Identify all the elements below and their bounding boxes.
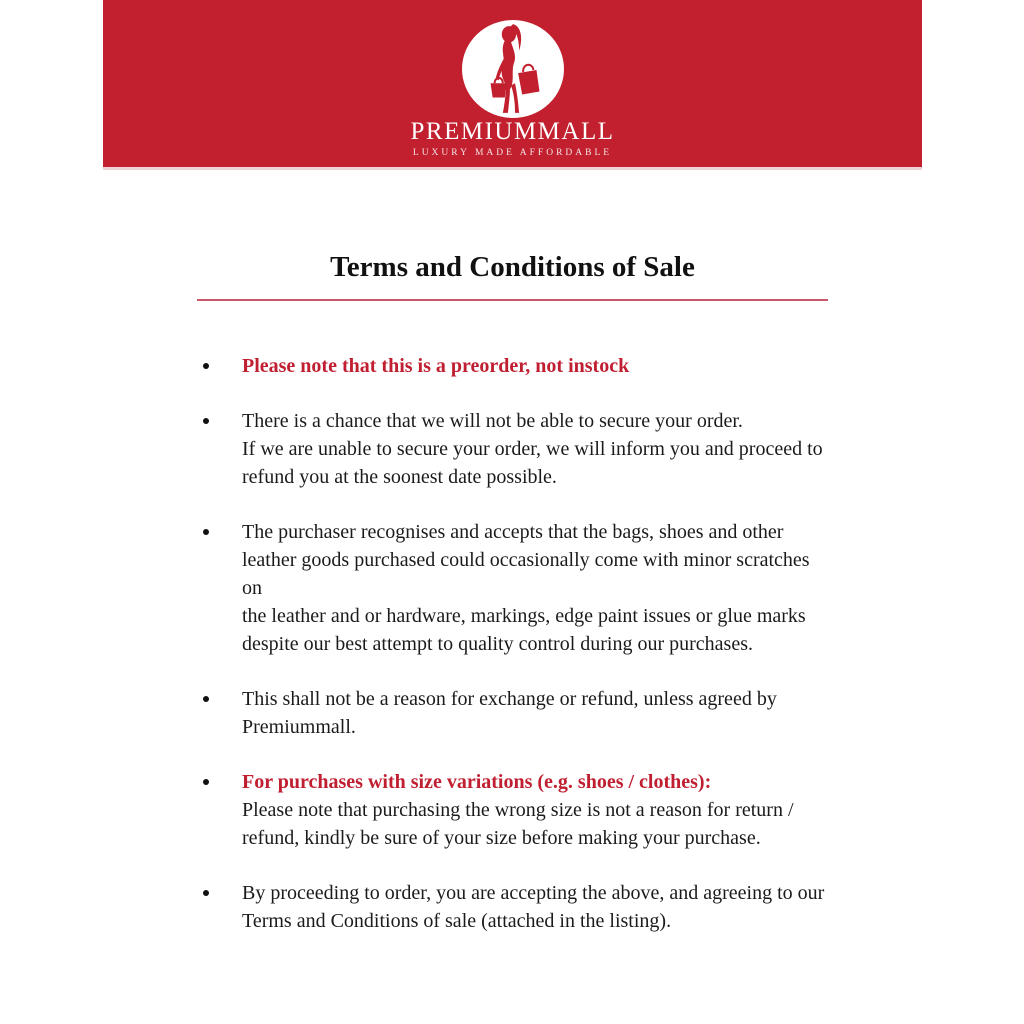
list-item-line: refund you at the soonest date possible. bbox=[242, 465, 557, 488]
list-item-text bbox=[242, 407, 823, 491]
list-item-line: despite our best attempt to quality control during our purchases. bbox=[242, 632, 753, 655]
list-item-line: There is a chance that we will not be able to secure your order. bbox=[242, 409, 743, 432]
list-item bbox=[197, 352, 828, 380]
title-divider bbox=[197, 299, 828, 301]
list-item-line: If we are unable to secure your order, we will inform you and proceed to bbox=[242, 437, 823, 460]
list-item-text bbox=[242, 768, 794, 852]
header-banner bbox=[103, 0, 922, 170]
list-item-text bbox=[242, 352, 629, 380]
list-item bbox=[197, 768, 828, 852]
list-item bbox=[197, 518, 828, 658]
bullet-marker bbox=[203, 418, 209, 424]
bullet-marker bbox=[203, 529, 209, 535]
list-item-text bbox=[242, 879, 824, 935]
list-item-text bbox=[242, 685, 777, 741]
list-item-line: the leather and or hardware, markings, edge paint issues or glue marks bbox=[242, 604, 806, 627]
list-item-line: Terms and Conditions of sale (attached in the listing). bbox=[242, 909, 672, 932]
list-item-line: refund, kindly be sure of your size before making your purchase. bbox=[242, 826, 761, 849]
list-item-text bbox=[242, 518, 828, 658]
page-title: Terms and Conditions of Sale bbox=[330, 251, 695, 283]
bullet-marker bbox=[203, 363, 209, 369]
list-item-line: Premiummall. bbox=[242, 715, 356, 738]
list-item bbox=[197, 407, 828, 491]
terms-list bbox=[197, 352, 828, 935]
list-item-line: By proceeding to order, you are accepting the above, and agreeing to our bbox=[242, 881, 825, 904]
list-item bbox=[197, 879, 828, 935]
bullet-marker bbox=[203, 890, 209, 896]
list-item-line: Please note that purchasing the wrong size is not a reason for return / bbox=[242, 798, 794, 821]
list-item-line: For purchases with size variations (e.g. shoes / clothes): bbox=[242, 770, 712, 793]
brand-name: PREMIUMMALL bbox=[410, 118, 615, 145]
list-item-line: The purchaser recognises and accepts that the bags, shoes and other bbox=[242, 520, 784, 543]
list-item bbox=[197, 685, 828, 741]
bullet-marker bbox=[203, 696, 209, 702]
list-item-line: This shall not be a reason for exchange or refund, unless agreed by bbox=[242, 687, 777, 710]
list-item-line: Please note that this is a preorder, not instock bbox=[242, 354, 630, 377]
brand-tagline: LUXURY MADE AFFORDABLE bbox=[412, 148, 613, 158]
document-body bbox=[197, 170, 828, 962]
list-item-line: leather goods purchased could occasionally come with minor scratches on bbox=[242, 548, 810, 599]
woman-with-shopping-bags-icon bbox=[462, 20, 564, 118]
bullet-marker bbox=[203, 779, 209, 785]
